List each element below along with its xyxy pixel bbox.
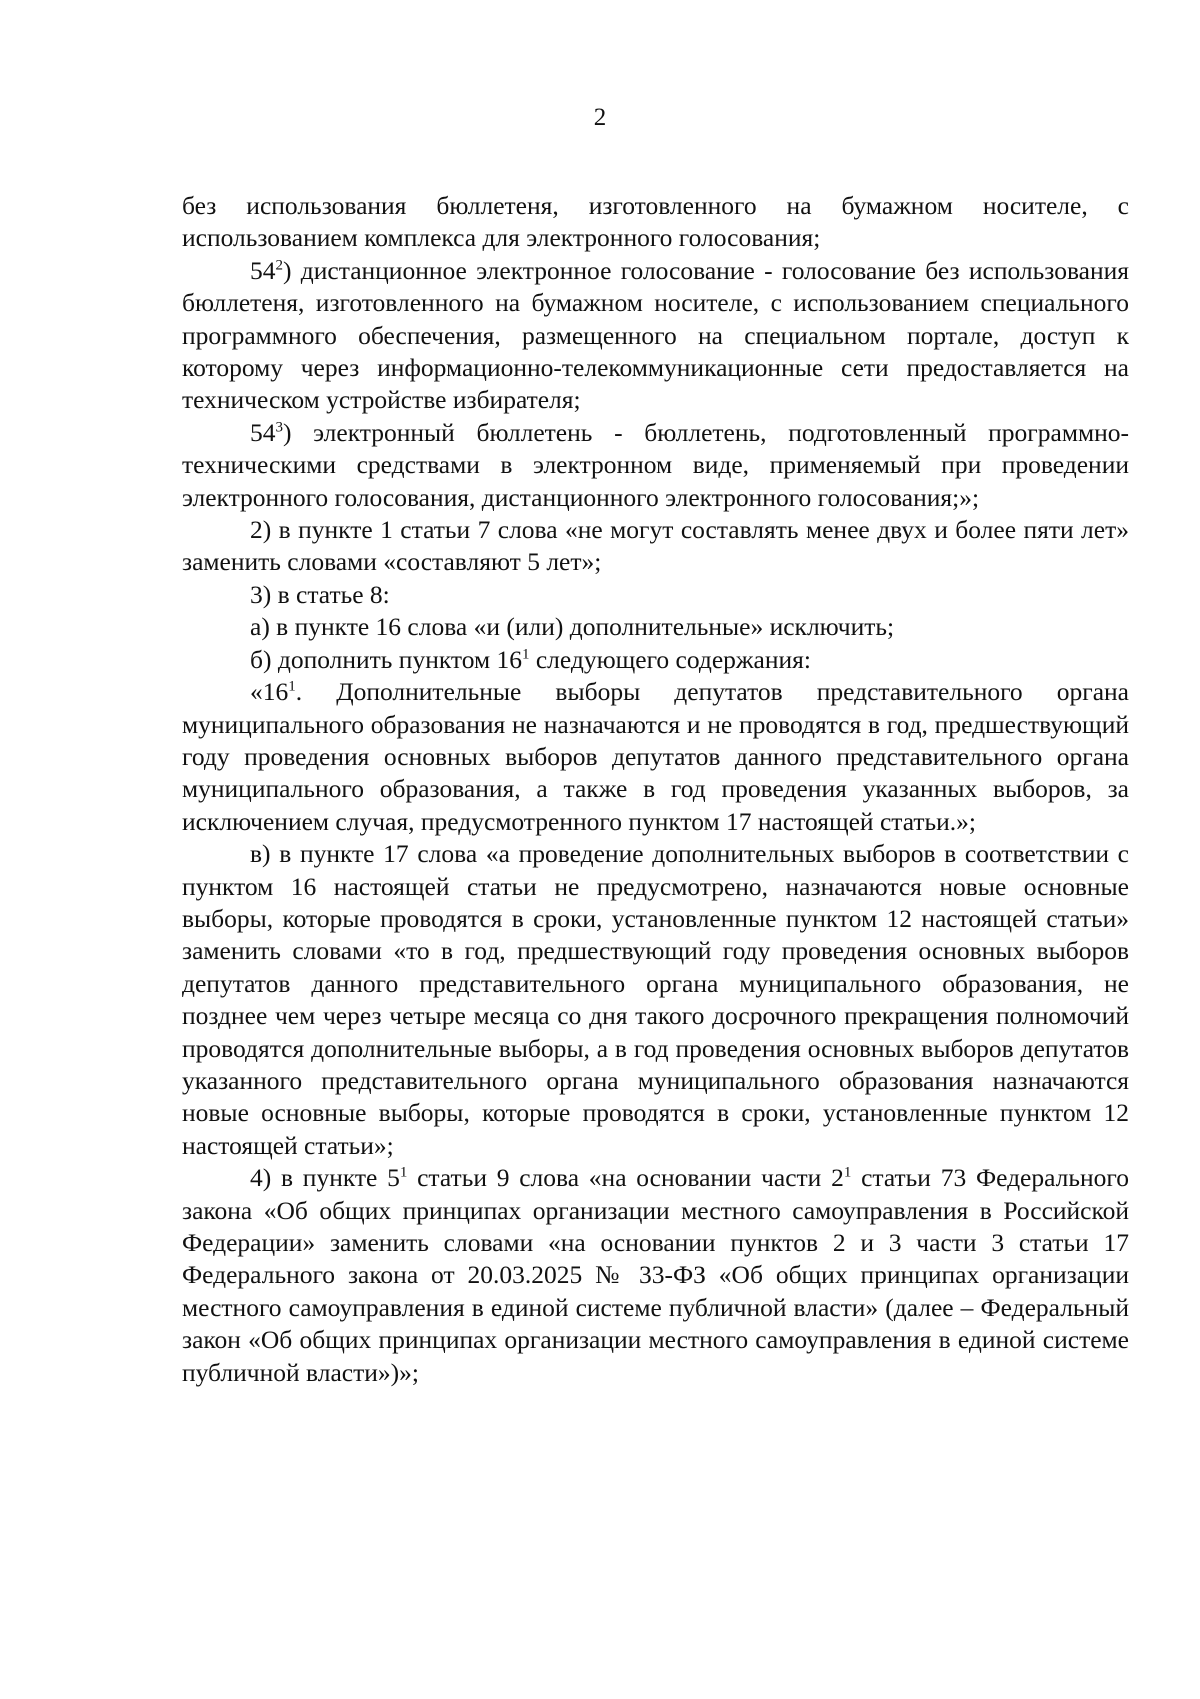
page-number: 2	[593, 104, 607, 131]
paragraph-2	[182, 255, 1129, 417]
paragraph-text: б) дополнить пунктом 16	[250, 644, 522, 674]
superscript: 1	[288, 678, 296, 695]
superscript: 2	[275, 257, 283, 274]
paragraph-text: статьи 9 слова «на основании части 2	[407, 1163, 844, 1193]
superscript: 1	[521, 646, 530, 663]
superscript: 1	[843, 1164, 852, 1181]
document-body	[182, 190, 1129, 1389]
superscript: 3	[275, 419, 283, 436]
paragraph-1: без использования бюллетеня, изготовленного на бумажном носителе, с использованием комплекса для электронного голосования;	[182, 191, 1129, 253]
paragraph-5: 3) в статье 8:	[250, 579, 390, 609]
paragraph-text: ) дистанционное электронное голосование - голосование без использования бюллетеня, изготовленного на бумажном носителе, с использованием специального программного обеспечения, размещенного на специальном портале, доступ к которому через информационно-телекоммуникационные сети предоставляется на техническом устройстве избирателя;	[182, 255, 1129, 415]
superscript: 1	[399, 1164, 408, 1181]
paragraph-3	[182, 417, 1129, 514]
paragraph-7	[182, 644, 1129, 676]
paragraph-text: . Дополнительные выборы депутатов представительного органа муниципального образования не назначаются и не проводятся в год, предшествующий году проведения основных выборов депутатов данного представительного органа муниципального образования, а также в год проведения указанных выборов, за исключением случая, предусмотренного пунктом 17 настоящей статьи.»;	[182, 677, 1129, 836]
paragraph-10	[182, 1162, 1129, 1389]
paragraph-text: статьи 73 Федерального закона «Об общих принципах организации местного самоуправления в Российской Федерации» заменить словами «на основании пунктов 2 и 3 части 3 статьи 17 Федерального закона от 20.03.2025 № 33-ФЗ «Об общих принципах организации местного самоуправления в единой системе публичной власти» (далее – Федеральный закон «Об общих принципах организации местного самоуправления в единой системе публичной власти»)»;	[182, 1163, 1129, 1387]
paragraph-9: в) в пункте 17 слова «а проведение дополнительных выборов в соответствии с пунктом 16 настоящей статьи не предусмотрено, назначаются новые основные выборы, которые проводятся в сроки, установленные пунктом 12 настоящей статьи» заменить словами «то в год, предшествующий году проведения основных выборов депутатов данного представительного органа муниципального образования, не позднее чем через четыре месяца со дня такого досрочного прекращения полномочий проводятся дополнительные выборы, а в год проведения основных выборов депутатов указанного представительного органа муниципального образования назначаются новые основные выборы, которые проводятся в сроки, установленные пунктом 12 настоящей статьи»;	[182, 839, 1129, 1160]
paragraph-4: 2) в пункте 1 статьи 7 слова «не могут составлять менее двух и более пяти лет» заменить словами «составляют 5 лет»;	[182, 515, 1129, 577]
paragraph-8	[182, 676, 1129, 838]
item-number: 54	[250, 255, 276, 285]
item-number: 54	[250, 417, 276, 447]
paragraph-text: 4) в пункте 5	[250, 1163, 400, 1193]
item-number: «16	[250, 677, 289, 707]
paragraph-text: ) электронный бюллетень - бюллетень, подготовленный программно-техническими средствами в электронном виде, применяемый при проведении электронного голосования, дистанционного электронного голосования;»;	[182, 417, 1129, 512]
paragraph-text: следующего содержания:	[529, 644, 811, 674]
paragraph-6: а) в пункте 16 слова «и (или) дополнительные» исключить;	[250, 612, 895, 642]
